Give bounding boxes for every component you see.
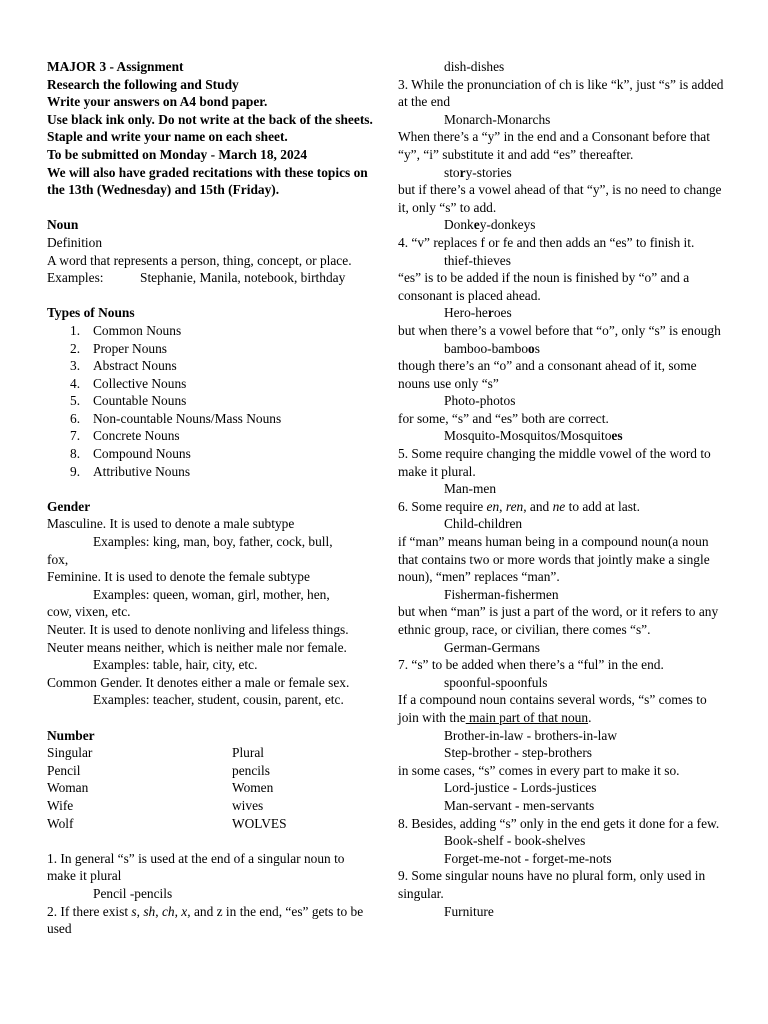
section-heading: Types of Nouns <box>47 305 135 321</box>
rule-example: Furniture <box>444 903 494 919</box>
rule-example: Donkey-donkeys <box>444 217 536 233</box>
gender-example-cont: cow, vixen, etc. <box>47 604 131 620</box>
list-number: 7. <box>70 428 81 444</box>
rule-text: though there’s an “o” and a consonant ahead of it, some nouns use only “s” <box>398 358 697 391</box>
list-label: Compound Nouns <box>93 446 191 462</box>
rule-text: 1. In general “s” is used at the end of a singular noun to make it plural <box>47 850 345 884</box>
rule-text: for some, “s” and “es” both are correct. <box>398 410 609 426</box>
list-item <box>47 410 373 428</box>
rule-example: Brother-in-law - brothers-in-law <box>444 727 618 743</box>
singular-cell: Wife <box>47 797 74 813</box>
number-row <box>47 797 373 815</box>
gender-feminine: Feminine. It is used to denote the female subtype <box>47 569 310 585</box>
definition-label: Definition <box>47 234 103 250</box>
rule-text: but when there’s a vowel before that “o”, only “s” is enough <box>398 322 721 338</box>
rule-example: Mosquito-Mosquitos/Mosquitoes <box>444 428 623 444</box>
examples-line <box>47 269 373 287</box>
list-number: 9. <box>70 463 81 479</box>
left-column <box>47 58 373 938</box>
list-number: 5. <box>70 393 81 409</box>
list-label: Concrete Nouns <box>93 428 180 444</box>
list-item <box>47 392 373 410</box>
gender-masculine: Masculine. It is used to denote a male subtype <box>47 516 295 532</box>
header-line: Use black ink only. Do not write at the back of the sheets. <box>47 111 373 127</box>
gender-neuter: Neuter. It is used to denote nonliving and lifeless things. <box>47 622 349 637</box>
list-number: 2. <box>70 340 81 356</box>
rule-example: Monarch-Monarchs <box>444 111 551 127</box>
rule-text: but if there’s a vowel ahead of that “y”, is no need to change it, only “s” to add. <box>398 182 722 215</box>
rule-text: if “man” means human being in a compound noun(a noun that contains two or more words that jointly make a single noun), “men” replaces “man”. <box>398 534 710 585</box>
list-item <box>47 463 373 481</box>
rule-text: 3. While the pronunciation of ch is like “k”, just “s” is added at the end <box>398 76 724 110</box>
list-label: Abstract Nouns <box>93 358 177 374</box>
gender-example: Examples: teacher, student, cousin, parent, etc. <box>93 692 344 708</box>
rule-text: When there’s a “y” in the end and a Consonant before that “y”, “i” substitute it and add “es” thereafter. <box>398 129 710 162</box>
singular-cell: Wolf <box>47 815 74 831</box>
examples-text: Stephanie, Manila, notebook, birthday <box>140 270 346 286</box>
header-line: To be submitted on Monday - March 18, 2024 <box>47 146 308 162</box>
list-number: 8. <box>70 446 81 462</box>
header-line: We will also have graded recitations with these topics on the 13th (Wednesday) and 15th (Friday). <box>47 164 368 198</box>
gender-example-cont: fox, <box>47 551 69 567</box>
rule-example: Child-children <box>444 516 523 532</box>
number-row <box>47 779 373 797</box>
rule-text: 4. “v” replaces f or fe and then adds an “es” to finish it. <box>398 234 695 250</box>
rule-example: Forget-me-not - forget-me-nots <box>444 850 612 866</box>
gender-example: Examples: queen, woman, girl, mother, hen, <box>93 586 330 602</box>
types-section <box>47 304 373 480</box>
plural-cell: Women <box>232 780 274 796</box>
noun-section <box>47 216 373 286</box>
list-label: Common Nouns <box>93 322 182 338</box>
rule-text: in some cases, “s” comes in every part to make it so. <box>398 762 680 778</box>
number-row <box>47 815 373 833</box>
list-number: 4. <box>70 375 81 391</box>
rule-example: Man-servant - men-servants <box>444 797 595 813</box>
number-row <box>47 762 373 780</box>
rule-text: 9. Some singular nouns have no plural form, only used in singular. <box>398 868 706 901</box>
rule-example: Step-brother - step-brothers <box>444 745 592 761</box>
number-header-row <box>47 744 373 762</box>
rule-example: spoonful-spoonfuls <box>444 674 548 690</box>
list-label: Collective Nouns <box>93 375 187 391</box>
rule-text: 5. Some require changing the middle vowel of the word to make it plural. <box>398 446 711 479</box>
rule-example: Book-shelf - book-shelves <box>444 833 586 849</box>
rule-text: 2. If there exist s, sh, ch, x, and z in the end, “es” gets to be used <box>47 903 364 937</box>
examples-label: Examples: <box>47 270 104 286</box>
rule-example: Hero-heroes <box>444 305 512 321</box>
rule-text: 8. Besides, adding “s” only in the end gets it done for a few. <box>398 815 720 831</box>
gender-example: Examples: table, hair, city, etc. <box>93 657 258 673</box>
section-heading: Noun <box>47 217 79 233</box>
list-label: Non-countable Nouns/Mass Nouns <box>93 410 282 426</box>
header-line: Staple and write your name on each sheet. <box>47 129 288 145</box>
section-heading: Gender <box>47 498 91 514</box>
gender-example: Examples: king, man, boy, father, cock, bull, <box>93 534 333 550</box>
plural-cell: pencils <box>232 762 270 778</box>
rule-text: “es” is to be added if the noun is finished by “o” and a consonant is placed ahead. <box>398 270 690 303</box>
rule-text: 7. “s” to be added when there’s a “ful” in the end. <box>398 657 664 673</box>
list-item <box>47 357 373 375</box>
rule-text: but when “man” is just a part of the word, or it refers to any ethnic group, race, or civilian, there comes “s”. <box>398 604 719 637</box>
rule-example: Fisherman-fishermen <box>444 586 559 602</box>
plural-rules-left <box>47 850 373 938</box>
types-list <box>47 322 373 480</box>
rule-example: dish-dishes <box>444 59 505 74</box>
definition-text: A word that represents a person, thing, concept, or place. <box>47 252 352 268</box>
header-line: Write your answers on A4 bond paper. <box>47 94 268 110</box>
list-label: Attributive Nouns <box>93 463 191 479</box>
number-section <box>47 727 373 833</box>
plural-cell: WOLVES <box>232 815 287 831</box>
list-item <box>47 375 373 393</box>
list-item <box>47 427 373 445</box>
rule-text: If a compound noun contains several words, “s” comes to join with the main part of that noun. <box>398 692 707 725</box>
list-item <box>47 340 373 358</box>
rule-example: Man-men <box>444 481 497 497</box>
rule-text: 6. Some require en, ren, and ne to add at last. <box>398 498 640 514</box>
list-item <box>47 445 373 463</box>
list-number: 1. <box>70 322 81 338</box>
gender-common: Common Gender. It denotes either a male or female sex. <box>47 674 350 690</box>
list-label: Proper Nouns <box>93 340 168 356</box>
singular-cell: Woman <box>47 780 89 796</box>
list-label: Countable Nouns <box>93 393 187 409</box>
header-line: MAJOR 3 - Assignment <box>47 59 184 74</box>
right-column <box>398 58 724 920</box>
singular-header: Singular <box>47 745 93 761</box>
plural-header: Plural <box>232 745 264 761</box>
rule-example: story-stories <box>444 164 512 180</box>
section-heading: Number <box>47 727 95 743</box>
header-line: Research the following and Study <box>47 76 239 92</box>
rule-example: bamboo-bamboos <box>444 340 540 356</box>
rule-example: thief-thieves <box>444 252 511 268</box>
gender-neuter-def: Neuter means neither, which is neither male nor female. <box>47 639 347 655</box>
rule-example: Lord-justice - Lords-justices <box>444 780 597 796</box>
assignment-header <box>47 58 373 199</box>
rule-example: Photo-photos <box>444 393 516 409</box>
list-number: 6. <box>70 410 81 426</box>
plural-cell: wives <box>232 797 264 813</box>
list-number: 3. <box>70 358 81 374</box>
gender-section <box>47 498 373 709</box>
rule-example: German-Germans <box>444 639 540 655</box>
list-item <box>47 322 373 340</box>
singular-cell: Pencil <box>47 762 81 778</box>
rule-example: Pencil -pencils <box>93 885 173 901</box>
